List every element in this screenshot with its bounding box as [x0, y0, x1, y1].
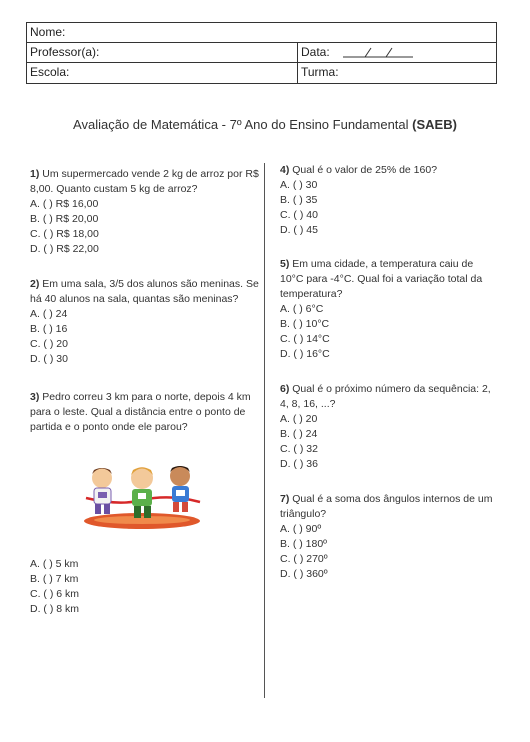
option-b[interactable]: B. ( ) R$ 20,00	[30, 213, 99, 225]
question-7-stem	[280, 492, 495, 522]
question-6-stem	[280, 382, 495, 412]
question-6	[280, 382, 495, 472]
option-a[interactable]: A. ( ) 20	[280, 413, 318, 425]
option-d[interactable]: D. ( ) 36	[280, 458, 318, 470]
date-label: Data:	[301, 45, 330, 59]
option-c[interactable]: C. ( ) R$ 18,00	[30, 228, 99, 240]
question-4-text: Qual é o valor de 25% de 160?	[292, 164, 438, 176]
question-3-number: 3)	[30, 391, 40, 403]
question-5-text: Em uma cidade, a temperatura caiu de 10°C para -4°C. Qual foi a variação total da temperatura?	[280, 258, 483, 300]
option-b[interactable]: B. ( ) 180º	[280, 538, 328, 550]
option-a[interactable]: A. ( ) 24	[30, 308, 68, 320]
school-label[interactable]: Escola:	[27, 63, 298, 83]
option-c[interactable]: C. ( ) 20	[30, 338, 68, 350]
question-6-number: 6)	[280, 383, 290, 395]
option-d[interactable]: D. ( ) 8 km	[30, 603, 79, 615]
question-3-text: Pedro correu 3 km para o norte, depois 4 km para o leste. Qual a distância entre o ponto de partida e o ponto onde ele parou?	[30, 391, 251, 433]
option-d[interactable]: D. ( ) 16°C	[280, 348, 330, 360]
title-tag: (SAEB)	[412, 117, 457, 132]
question-5	[280, 257, 495, 362]
question-5-number: 5)	[280, 258, 290, 270]
name-label[interactable]: Nome:	[30, 25, 66, 39]
children-running-race-illustration	[80, 458, 204, 534]
question-6-text: Qual é o próximo número da sequência: 2, 4, 8, 16, ...?	[280, 383, 491, 410]
question-4-number: 4)	[280, 164, 290, 176]
option-b[interactable]: B. ( ) 10°C	[280, 318, 330, 330]
date-blank-lines	[343, 46, 413, 58]
question-3	[30, 390, 262, 435]
option-a[interactable]: A. ( ) R$ 16,00	[30, 198, 99, 210]
header-row-school-class	[27, 63, 496, 83]
option-d[interactable]: D. ( ) 360º	[280, 568, 328, 580]
question-2-stem	[30, 277, 262, 307]
option-b[interactable]: B. ( ) 24	[280, 428, 318, 440]
question-2	[30, 277, 262, 367]
option-a[interactable]: A. ( ) 5 km	[30, 558, 79, 570]
question-1	[30, 167, 270, 257]
option-c[interactable]: C. ( ) 14°C	[280, 333, 330, 345]
question-7-text: Qual é a soma dos ângulos internos de um triângulo?	[280, 493, 493, 520]
option-c[interactable]: C. ( ) 270º	[280, 553, 328, 565]
question-7-number: 7)	[280, 493, 290, 505]
option-c[interactable]: C. ( ) 40	[280, 209, 318, 221]
question-2-text: Em uma sala, 3/5 dos alunos são meninas. Se há 40 alunos na sala, quantas são meninas?	[30, 278, 259, 305]
teacher-label[interactable]: Professor(a):	[27, 43, 298, 62]
question-4	[280, 163, 495, 238]
option-d[interactable]: D. ( ) R$ 22,00	[30, 243, 99, 255]
header-row-teacher-date	[27, 43, 496, 63]
header-table	[26, 22, 497, 84]
option-c[interactable]: C. ( ) 6 km	[30, 588, 79, 600]
question-1-number: 1)	[30, 168, 40, 180]
date-cell[interactable]	[298, 43, 496, 62]
header-row-name	[27, 23, 496, 43]
option-c[interactable]: C. ( ) 32	[280, 443, 318, 455]
option-b[interactable]: B. ( ) 16	[30, 323, 68, 335]
option-d[interactable]: D. ( ) 45	[280, 224, 318, 236]
question-7	[280, 492, 495, 582]
question-2-number: 2)	[30, 278, 40, 290]
question-1-text: Um supermercado vende 2 kg de arroz por R$ 8,00. Quanto custam 5 kg de arroz?	[30, 168, 259, 195]
question-4-stem	[280, 163, 495, 178]
option-a[interactable]: A. ( ) 30	[280, 179, 318, 191]
question-3-stem	[30, 390, 262, 435]
question-1-stem	[30, 167, 270, 197]
page-title	[0, 117, 530, 132]
question-5-stem	[280, 257, 495, 302]
option-a[interactable]: A. ( ) 90º	[280, 523, 322, 535]
option-d[interactable]: D. ( ) 30	[30, 353, 68, 365]
question-3-options	[30, 557, 270, 617]
title-text: Avaliação de Matemática - 7º Ano do Ensino Fundamental	[73, 117, 409, 132]
option-b[interactable]: B. ( ) 35	[280, 194, 318, 206]
option-a[interactable]: A. ( ) 6°C	[280, 303, 324, 315]
class-label[interactable]: Turma:	[301, 65, 339, 79]
option-b[interactable]: B. ( ) 7 km	[30, 573, 79, 585]
